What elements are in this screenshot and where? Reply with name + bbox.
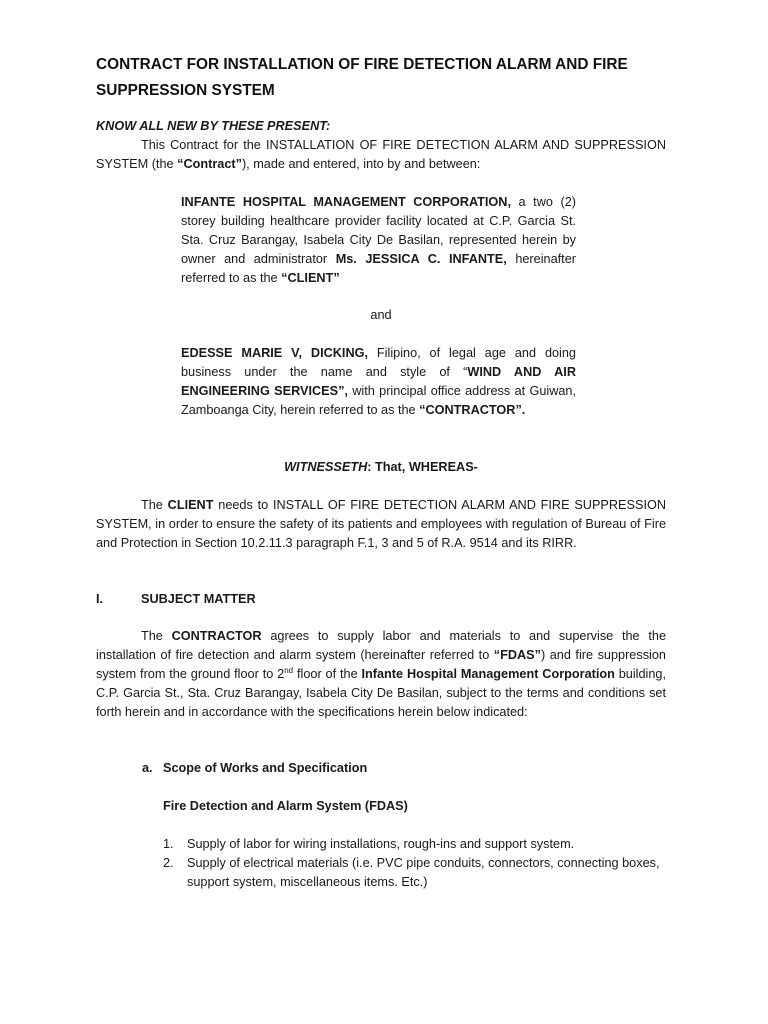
sm-text-d: building, C.P. Garcia St., Sta. Cruz Barangay, Isabela City De Basilan, subject to the terms and conditions set forth herein and in accordance with the specifications herein below indicated: xyxy=(96,667,667,719)
fdas-list xyxy=(163,835,666,892)
intro-heading xyxy=(96,117,666,136)
list-item-number: 1. xyxy=(163,837,174,851)
sm-contractor-term: CONTRACTOR xyxy=(171,629,262,643)
list-item xyxy=(163,854,666,892)
sm-text-c: floor of the xyxy=(293,667,362,681)
list-item xyxy=(163,835,666,854)
contractor-business-name: WIND AND AIR ENGINEERING SERVICES”, xyxy=(181,365,576,398)
list-item-text: Supply of labor for wiring installations, rough-ins and support system. xyxy=(187,837,575,851)
contractor-address: with principal office address at Guiwan, Zamboanga City, herein referred to as the xyxy=(181,384,577,417)
and-separator: and xyxy=(370,308,392,322)
intro-heading-text: KNOW ALL NEW BY THESE PRESENT: xyxy=(96,119,331,133)
client-ref-label: “CLIENT” xyxy=(281,271,340,285)
section-1-title: SUBJECT MATTER xyxy=(141,592,256,606)
sm-text-b: ) and fire suppression system from the ground floor to 2 xyxy=(96,648,666,681)
subject-matter-paragraph xyxy=(96,627,666,722)
contractor-name: EDESSE MARIE V, DICKING, xyxy=(181,346,369,360)
witnesseth-heading xyxy=(96,458,666,477)
scope-letter: a. xyxy=(142,761,153,775)
whereas-client-term: CLIENT xyxy=(167,498,214,512)
client-description: a two (2) storey building healthcare provider facility located at C.P. Garcia St. Sta. Cruz Barangay, Isabela City De Basilan, represented herein by owner and administrator xyxy=(181,195,576,266)
whereas-text: needs to INSTALL OF FIRE DETECTION ALARM AND FIRE SUPPRESSION SYSTEM, in order to ensure the safety of its patients and employees with regulation of Bureau of Fire and Protection in Section 10.2.11.3 paragraph F.1, 3 and 5 of R.A. 9514 and its RIRR. xyxy=(96,498,666,550)
list-item-text: Supply of electrical materials (i.e. PVC pipe conduits, connectors, connecting boxes, support system, miscellaneous items. Etc.) xyxy=(187,856,660,889)
sm-corporation-name: Infante Hospital Management Corporation xyxy=(361,667,615,681)
sm-ordinal-sup: nd xyxy=(284,665,294,675)
witnesseth-rest: : That, WHEREAS- xyxy=(367,460,478,474)
intro-contract-term: “Contract” xyxy=(177,157,242,171)
client-ref-text: hereinafter referred to as the xyxy=(181,252,576,285)
scope-title: Scope of Works and Specification xyxy=(163,761,368,775)
fdas-heading: Fire Detection and Alarm System (FDAS) xyxy=(163,799,408,813)
client-name: INFANTE HOSPITAL MANAGEMENT CORPORATION, xyxy=(181,195,511,209)
scope-heading xyxy=(142,759,367,778)
contractor-description: Filipino, of legal age and doing business under the name and style of “ xyxy=(181,346,576,379)
client-representative: Ms. JESSICA C. INFANTE, xyxy=(335,252,507,266)
contract-title: CONTRACT FOR INSTALLATION OF FIRE DETECTION ALARM AND FIRE SUPPRESSION SYSTEM xyxy=(96,56,628,99)
client-party-block xyxy=(181,193,576,288)
section-1-heading xyxy=(96,590,256,609)
sm-text-a: agrees to supply labor and materials to and supervise the the installation of fire detection and alarm system (hereinafter referred to xyxy=(96,629,666,662)
witnesseth-word: WITNESSETH xyxy=(284,460,368,474)
whereas-pre: The xyxy=(141,498,168,512)
intro-text-b: ), made and entered, into by and between: xyxy=(241,157,481,171)
section-1-number: I. xyxy=(96,592,104,606)
contractor-ref-label: “CONTRACTOR”. xyxy=(419,403,526,417)
contractor-party-block xyxy=(181,344,576,420)
intro-text-a: This Contract for the INSTALLATION OF FIRE DETECTION ALARM AND SUPPRESSION SYSTEM (the xyxy=(96,138,666,171)
list-item-number: 2. xyxy=(163,856,174,870)
whereas-paragraph xyxy=(96,496,666,553)
sm-fdas-term: “FDAS” xyxy=(493,648,541,662)
sm-pre: The xyxy=(141,629,172,643)
intro-paragraph xyxy=(96,136,666,174)
